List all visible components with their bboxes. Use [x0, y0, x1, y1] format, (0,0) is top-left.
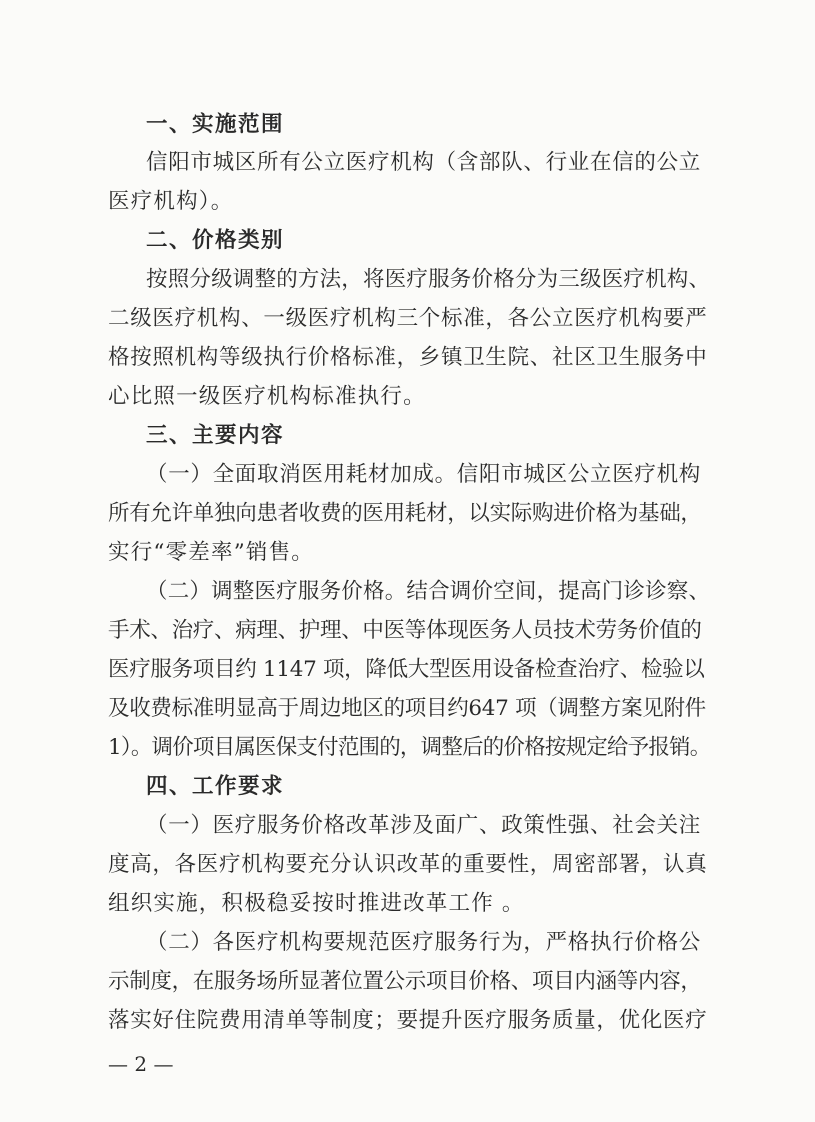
- section-heading-4: 四、工作要求: [146, 774, 285, 799]
- paragraph-line: 及收费标准明显高于周边地区的项目约647 项（调整方案见附件: [108, 696, 706, 721]
- paragraph-line: 实行“零差率”销售。: [108, 540, 314, 565]
- paragraph-line: 1）。调价项目属医保支付范围的，调整后的价格按规定给予报销。: [108, 735, 711, 760]
- paragraph-line: 所有允许单独向患者收费的医用耗材，以实际购进价格为基础，: [108, 501, 702, 526]
- section-heading-1: 一、实施范围: [146, 112, 285, 137]
- paragraph-line: 心比照一级医疗机构标准执行。: [108, 384, 426, 409]
- paragraph-line: 落实好住院费用清单等制度；要提升医疗服务质量，优化医疗: [108, 1008, 708, 1033]
- paragraph-line: 信阳市城区所有公立医疗机构（含部队、行业在信的公立: [146, 150, 702, 175]
- paragraph-line: 医疗服务项目约 1147 项，降低大型医用设备检查治疗、检验以: [108, 657, 705, 682]
- page-number: — 2 —: [108, 1052, 174, 1076]
- paragraph-line: 度高，各医疗机构要充分认识改革的重要性，周密部署，认真: [108, 852, 708, 877]
- paragraph-line: 医疗机构）。: [108, 189, 234, 214]
- section-heading-2: 二、价格类别: [146, 228, 285, 253]
- paragraph-line: 示制度，在服务场所显著位置公示项目价格、项目内涵等内容，: [108, 969, 702, 994]
- paragraph-line: 格按照机构等级执行价格标准，乡镇卫生院、社区卫生服务中: [108, 345, 708, 370]
- paragraph-line: 二级医疗机构、一级医疗机构三个标准，各公立医疗机构要严: [108, 306, 708, 331]
- paragraph-line: （一）医疗服务价格改革涉及面广、政策性强、社会关注: [146, 813, 702, 838]
- paragraph-line: 按照分级调整的方法，将医疗服务价格分为三级医疗机构、: [146, 267, 711, 292]
- paragraph-line: 组织实施，积极稳妥按时推进改革工作 。: [108, 891, 525, 916]
- section-heading-3: 三、主要内容: [146, 423, 285, 448]
- paragraph-line: （二）各医疗机构要规范医疗服务行为，严格执行价格公: [146, 930, 702, 955]
- paragraph-line: 手术、治疗、病理、护理、中医等体现医务人员技术劳务价值的: [108, 618, 702, 643]
- paragraph-line: （二）调整医疗服务价格。结合调价空间，提高门诊诊察、: [146, 579, 711, 604]
- paragraph-line: （一）全面取消医用耗材加成。信阳市城区公立医疗机构: [146, 462, 702, 487]
